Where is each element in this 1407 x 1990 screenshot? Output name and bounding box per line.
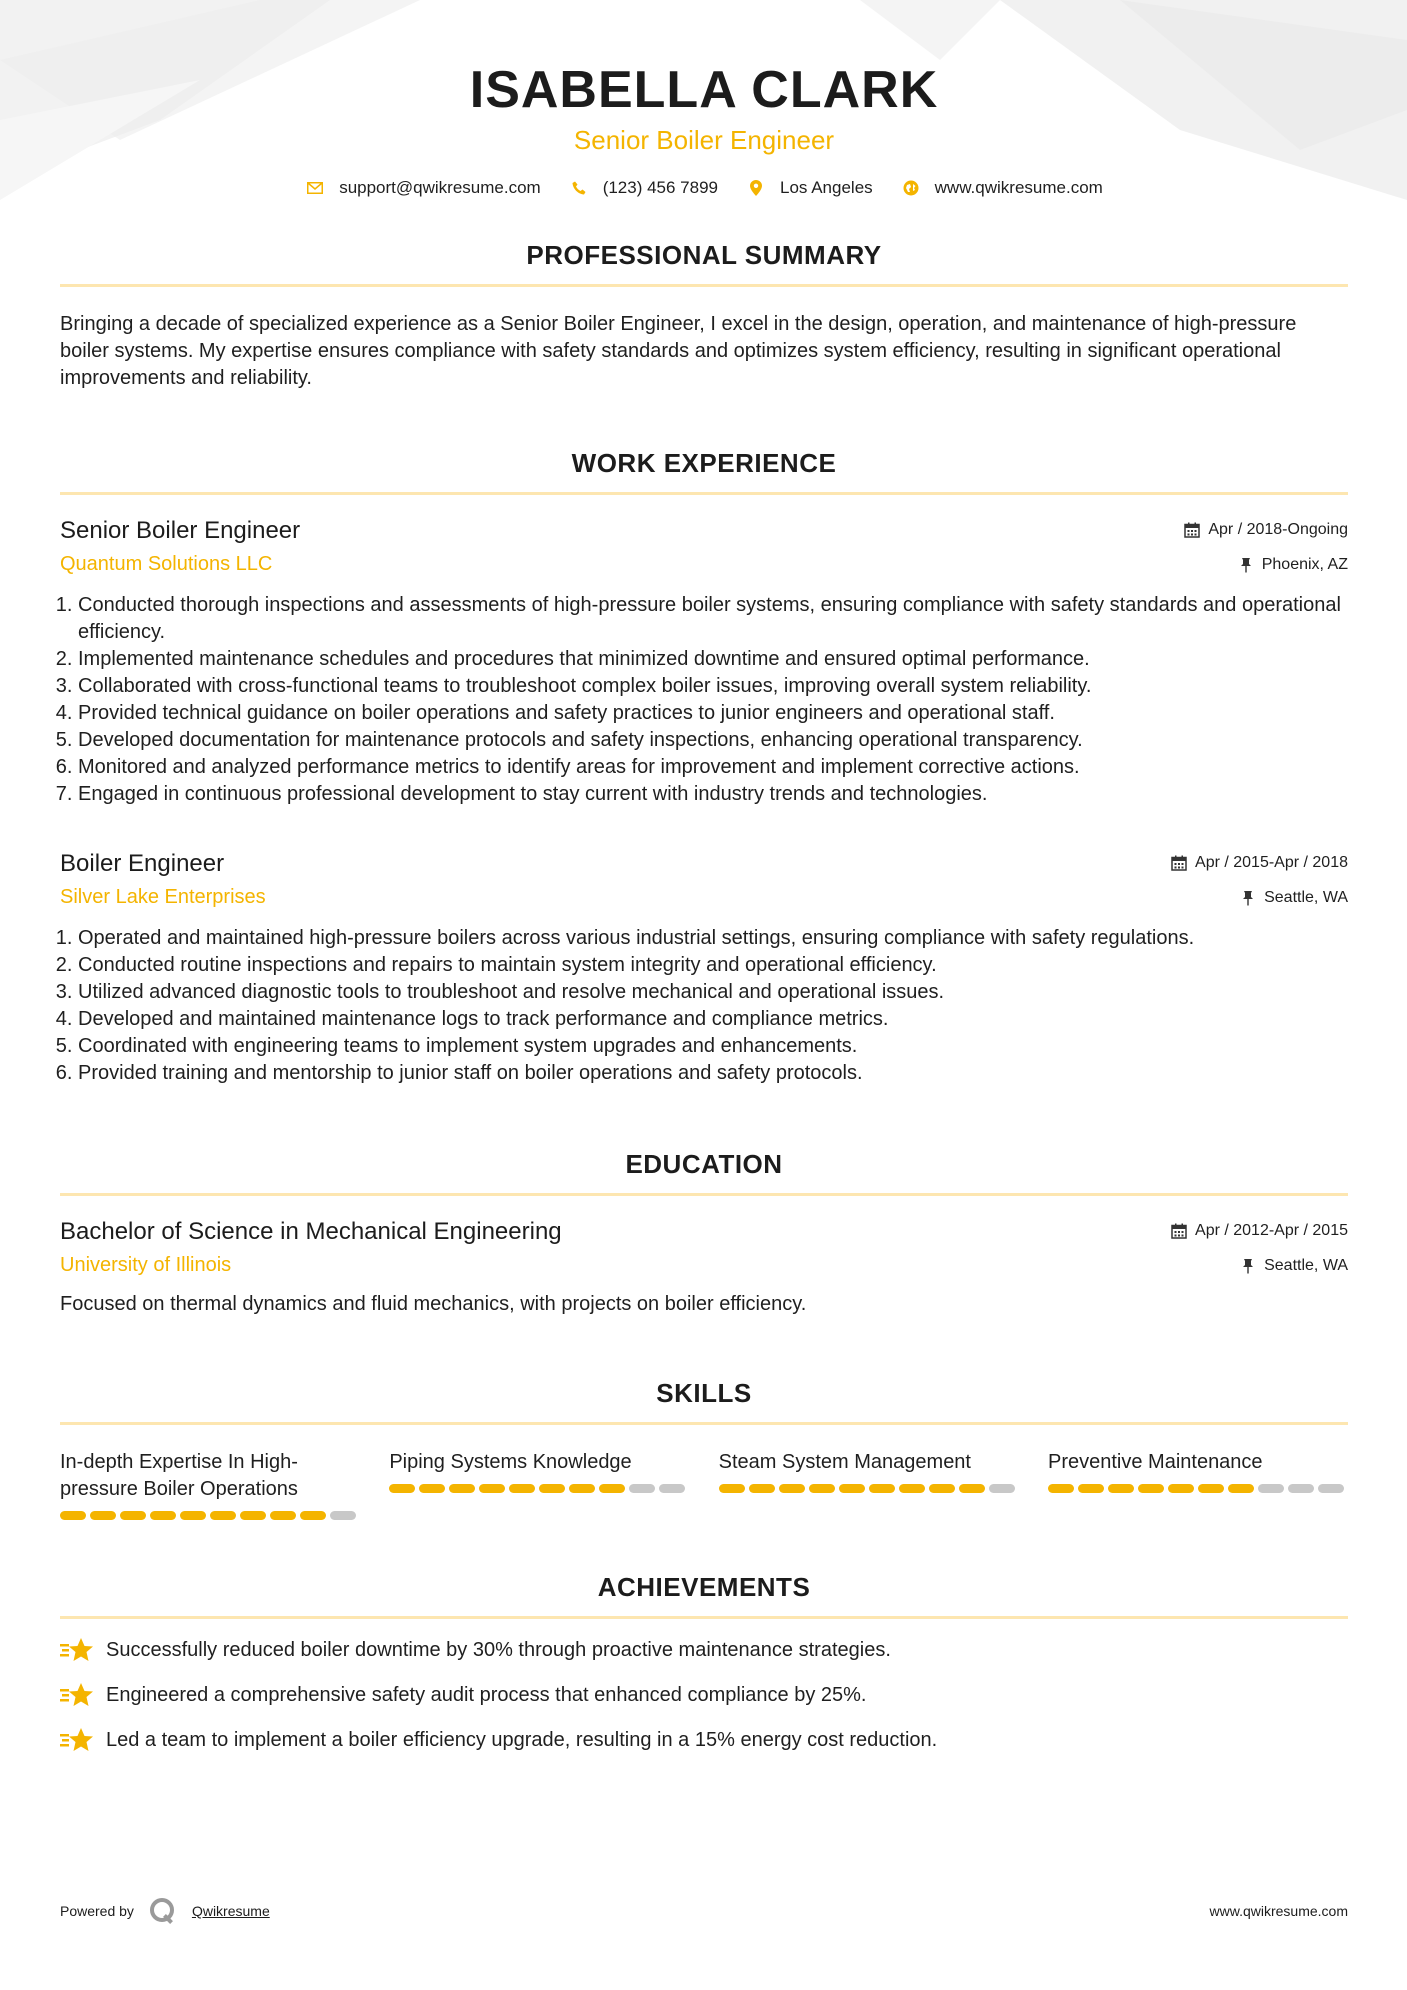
job-location <box>1238 556 1348 574</box>
skill-segment-filled <box>1168 1484 1194 1493</box>
skill-segment-filled <box>599 1484 625 1493</box>
skill-segment-empty <box>1318 1484 1344 1493</box>
skill-segment-filled <box>869 1484 895 1493</box>
education-location-text: Seattle, WA <box>1264 1256 1348 1274</box>
education-location <box>1240 1257 1348 1275</box>
skill-segment-filled <box>779 1484 805 1493</box>
experience-section <box>60 446 1348 1087</box>
skill-name: Steam System Management <box>718 1451 971 1473</box>
summary-section <box>60 238 1348 392</box>
powered-by-label: Powered by <box>60 1903 134 1919</box>
skill-segment-filled <box>959 1484 985 1493</box>
skill-segment-filled <box>1138 1484 1164 1493</box>
skill-level-bar <box>719 1484 1019 1493</box>
achievement-item <box>60 1726 1348 1754</box>
skill-segment-filled <box>719 1484 745 1493</box>
skill-segment-filled <box>839 1484 865 1493</box>
section-divider <box>60 1422 1348 1425</box>
footer-website[interactable]: www.qwikresume.com <box>1209 1903 1348 1919</box>
skill-segment-filled <box>809 1484 835 1493</box>
contact-location <box>746 178 873 198</box>
list-item: 6. Monitored and analyzed performance metrics to identify areas for improvement and implement corrective actions. <box>78 754 1348 781</box>
skill-item <box>1048 1449 1348 1520</box>
brand-link[interactable]: Qwikresume <box>191 1903 270 1919</box>
list-item: 5. Developed documentation for maintenance protocols and safety inspections, enhancing operational transparency. <box>78 727 1348 754</box>
job-date-text: Apr / 2018-Ongoing <box>1208 521 1348 538</box>
calendar-icon <box>1171 1223 1187 1239</box>
education-date-text: Apr / 2012-Apr / 2015 <box>1195 1222 1348 1239</box>
list-item: 2. Conducted routine inspections and repairs to maintain system integrity and operational efficiency. <box>78 952 1348 979</box>
contact-phone[interactable] <box>569 178 718 198</box>
section-divider <box>60 1193 1348 1196</box>
job-title: Senior Boiler Engineer <box>60 517 301 544</box>
list-item: 1. Operated and maintained high-pressure boilers across various industrial settings, ensuring compliance with safety regulations. <box>78 925 1348 952</box>
job-date <box>1171 854 1348 872</box>
skill-level-bar <box>1048 1484 1348 1493</box>
globe-icon <box>901 178 921 198</box>
contact-website[interactable] <box>901 178 1103 198</box>
skill-item <box>60 1449 360 1520</box>
skill-segment-filled <box>389 1484 415 1493</box>
pushpin-icon <box>1240 1258 1256 1274</box>
section-divider <box>60 492 1348 495</box>
job-date-text: Apr / 2015-Apr / 2018 <box>1195 854 1348 871</box>
job-bullets <box>60 925 1348 1087</box>
list-item: 1. Conducted thorough inspections and assessments of high-pressure boiler systems, ensuring compliance with safety standards and operational efficiency. <box>78 592 1348 646</box>
skills-heading: SKILLS <box>656 1378 752 1408</box>
skills-section <box>60 1376 1348 1520</box>
skill-segment-empty <box>1258 1484 1284 1493</box>
skill-segment-filled <box>1228 1484 1254 1493</box>
skill-name: Preventive Maintenance <box>1047 1451 1263 1473</box>
achievement-item <box>60 1681 1348 1709</box>
education-entry <box>60 1218 1348 1318</box>
resume-page <box>60 0 1348 1754</box>
achievements-heading: ACHIEVEMENTS <box>597 1572 811 1602</box>
skill-segment-empty <box>989 1484 1015 1493</box>
skills-grid <box>60 1449 1348 1520</box>
skill-segment-filled <box>60 1511 86 1520</box>
job-entry <box>60 517 1348 808</box>
job-location-text: Seattle, WA <box>1264 888 1348 906</box>
email-text: support@qwikresume.com <box>339 178 541 197</box>
skill-segment-filled <box>479 1484 505 1493</box>
skill-segment-filled <box>539 1484 565 1493</box>
envelope-icon <box>305 178 325 198</box>
section-divider <box>60 1616 1348 1619</box>
list-item: 3. Collaborated with cross-functional teams to troubleshoot complex boiler issues, improving overall system reliability. <box>78 673 1348 700</box>
skill-segment-filled <box>929 1484 955 1493</box>
skill-segment-filled <box>569 1484 595 1493</box>
star-icon <box>60 1726 94 1754</box>
skill-level-bar <box>389 1484 689 1493</box>
job-date <box>1184 521 1348 539</box>
job-location <box>1240 889 1348 907</box>
website-text: www.qwikresume.com <box>934 178 1103 197</box>
skill-segment-filled <box>749 1484 775 1493</box>
resume-header <box>60 0 1348 198</box>
pushpin-icon <box>1240 890 1256 906</box>
list-item: 3. Utilized advanced diagnostic tools to troubleshoot and resolve mechanical and operational issues. <box>78 979 1348 1006</box>
skill-segment-filled <box>300 1511 326 1520</box>
achievement-text: Successfully reduced boiler downtime by 30% through proactive maintenance strategies. <box>106 1638 891 1661</box>
skill-segment-filled <box>899 1484 925 1493</box>
skill-segment-filled <box>419 1484 445 1493</box>
skill-segment-filled <box>210 1511 236 1520</box>
company-name: Silver Lake Enterprises <box>60 886 266 908</box>
pushpin-icon <box>1238 557 1254 573</box>
skill-segment-filled <box>90 1511 116 1520</box>
skill-segment-filled <box>1048 1484 1074 1493</box>
education-heading: EDUCATION <box>625 1149 783 1179</box>
skill-segment-filled <box>1108 1484 1134 1493</box>
skill-segment-empty <box>659 1484 685 1493</box>
skill-name: Piping Systems Knowledge <box>389 1451 632 1473</box>
skill-level-bar <box>60 1511 360 1520</box>
education-date <box>1171 1222 1348 1240</box>
skill-segment-filled <box>240 1511 266 1520</box>
skill-segment-filled <box>509 1484 535 1493</box>
list-item: 2. Implemented maintenance schedules and procedures that minimized downtime and ensured optimal performance. <box>78 646 1348 673</box>
education-section <box>60 1147 1348 1318</box>
skill-segment-filled <box>1078 1484 1104 1493</box>
list-item: 5. Coordinated with engineering teams to implement system upgrades and enhancements. <box>78 1033 1348 1060</box>
achievement-text: Led a team to implement a boiler efficiency upgrade, resulting in a 15% energy cost reduction. <box>106 1728 938 1751</box>
map-pin-icon <box>746 178 766 198</box>
list-item: 4. Provided technical guidance on boiler operations and safety practices to junior engineers and operational staff. <box>78 700 1348 727</box>
skill-segment-filled <box>120 1511 146 1520</box>
skill-segment-empty <box>330 1511 356 1520</box>
skill-segment-empty <box>629 1484 655 1493</box>
job-title: Boiler Engineer <box>60 850 225 877</box>
job-bullets <box>60 592 1348 808</box>
contact-bar <box>60 178 1348 198</box>
degree-title: Bachelor of Science in Mechanical Engineering <box>60 1218 562 1245</box>
skill-segment-filled <box>150 1511 176 1520</box>
candidate-name: ISABELLA CLARK <box>469 61 939 119</box>
school-name: University of Illinois <box>60 1254 232 1276</box>
calendar-icon <box>1171 855 1187 871</box>
company-name: Quantum Solutions LLC <box>60 553 273 575</box>
achievement-item <box>60 1636 1348 1664</box>
summary-text: Bringing a decade of specialized experience as a Senior Boiler Engineer, I excel in the design, operation, and maintenance of high-pressure boiler systems. My expertise ensures compliance with safety standards and optimizes system efficiency, resulting in significant operational improvements and reliability. <box>60 313 1297 389</box>
candidate-title: Senior Boiler Engineer <box>573 125 835 155</box>
job-entry <box>60 850 1348 1087</box>
section-divider <box>60 284 1348 287</box>
calendar-icon <box>1184 522 1200 538</box>
skill-item <box>719 1449 1019 1520</box>
star-icon <box>60 1681 94 1709</box>
star-icon <box>60 1636 94 1664</box>
list-item: 7. Engaged in continuous professional development to stay current with industry trends and technologies. <box>78 781 1348 808</box>
skill-segment-filled <box>270 1511 296 1520</box>
skill-item <box>389 1449 689 1520</box>
experience-heading: WORK EXPERIENCE <box>571 448 837 478</box>
skill-segment-filled <box>449 1484 475 1493</box>
list-item: 6. Provided training and mentorship to junior staff on boiler operations and safety protocols. <box>78 1060 1348 1087</box>
achievements-section <box>60 1570 1348 1754</box>
location-text: Los Angeles <box>780 178 873 197</box>
skill-name: In-depth Expertise In High-pressure Boiler Operations <box>60 1451 298 1500</box>
job-location-text: Phoenix, AZ <box>1261 555 1348 573</box>
skill-segment-filled <box>180 1511 206 1520</box>
summary-heading: PROFESSIONAL SUMMARY <box>526 240 882 270</box>
education-description: Focused on thermal dynamics and fluid mechanics, with projects on boiler efficiency. <box>60 1293 807 1315</box>
list-item: 4. Developed and maintained maintenance logs to track performance and compliance metrics. <box>78 1006 1348 1033</box>
page-footer <box>60 1896 1348 1926</box>
achievement-text: Engineered a comprehensive safety audit process that enhanced compliance by 25%. <box>106 1683 867 1706</box>
qwikresume-logo-icon <box>148 1896 178 1926</box>
contact-email[interactable] <box>305 178 541 198</box>
powered-by <box>60 1896 270 1926</box>
phone-icon <box>569 178 589 198</box>
skill-segment-filled <box>1198 1484 1224 1493</box>
phone-text: (123) 456 7899 <box>602 178 719 197</box>
skill-segment-empty <box>1288 1484 1314 1493</box>
